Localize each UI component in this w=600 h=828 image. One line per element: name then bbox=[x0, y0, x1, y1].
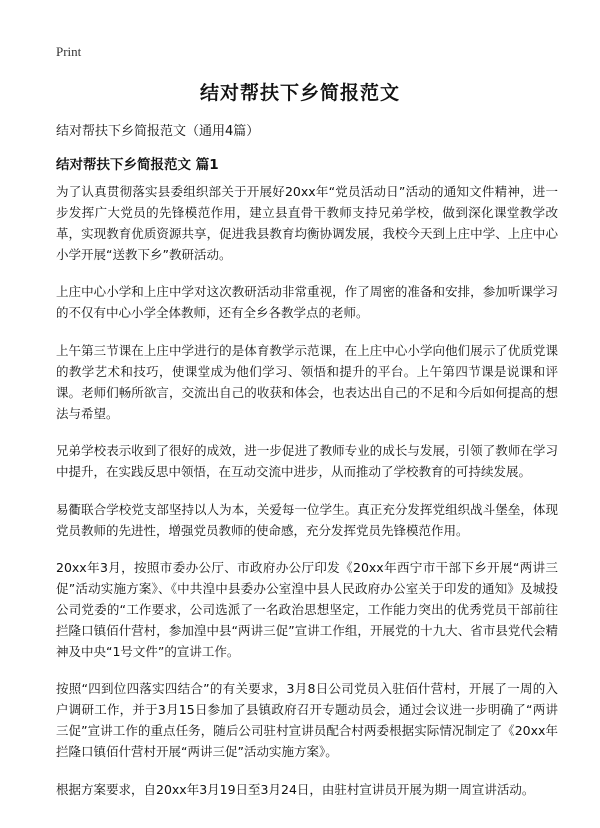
paragraph-4: 兄弟学校表示收到了很好的成效，进一步促进了教师专业的成长与发展，引领了教师在学习中提升，在实践反思中领悟，在互动交流中进步，从而推动了学校教育的可持续发展。 bbox=[56, 443, 558, 480]
paragraph-7: 按照“四到位四落实四结合”的有关要求，3月8日公司党员入驻佰什营村，开展了一周的入户调研工作，并于3月15日参加了县镇政府召开专题动员会，通过会议进一步明确了“两讲三促”宣讲工作的重点任务，随后公司驻村宣讲员配合村两委根据实际情况制定了《20xx年拦隆口镇佰什营村开展“两讲三促”活动实施方案》。 bbox=[56, 681, 558, 760]
document-subtitle: 结对帮扶下乡简报范文（通用4篇） bbox=[56, 124, 260, 139]
section-heading: 结对帮扶下乡简报范文 篇1 bbox=[56, 157, 219, 173]
paragraph-1: 为了认真贯彻落实县委组织部关于开展好20xx年“党员活动日”活动的通知文件精神，进一步发挥广大党员的先锋模范作用，建立县直骨干教师支持兄弟学校，做到深化课堂教学改革，实现教育优质资源共享，促进我县教育均衡协调发展，我校今天到上庄中学、上庄中心小学开展“送教下乡”教研活动。 bbox=[56, 184, 558, 262]
document-title: 结对帮扶下乡简报范文 bbox=[199, 82, 400, 104]
paragraph-3: 上午第三节课在上庄中学进行的是体育教学示范课，在上庄中心小学向他们展示了优质党课的教学艺术和技巧，使课堂成为他们学习、领悟和提升的平台。上午第四节课是说课和评课。老师们畅所欲言，交流出自己的收获和体会，也表达出自己的不足和今后如何提高的想法与希望。 bbox=[56, 342, 558, 421]
print-label: Print bbox=[56, 44, 82, 59]
body-text bbox=[56, 181, 558, 816]
paragraph-8: 根据方案要求，自20xx年3月19日至3月24日，由驻村宣讲员开展为期一周宣讲活动。 bbox=[56, 781, 535, 797]
paragraph-6: 20xx年3月，按照市委办公厅、市政府办公厅印发《20xx年西宁市干部下乡开展“两讲三促”活动实施方案》、《中共湟中县委办公室湟中县人民政府办公室关于印发的通知》及城投公司党委的“工作要求，公司选派了一名政治思想坚定，工作能力突出的优秀党员干部前往拦隆口镇佰什营村，参加湟中县“两讲三促”宣讲工作组，开展党的十九大、省市县党代会精神及中央“1号文件”的宣讲工作。 bbox=[56, 559, 558, 659]
paragraph-2: 上庄中心小学和上庄中学对这次教研活动非常重视，作了周密的准备和安排，参加听课学习的不仅有中心小学全体教师，还有全乡各教学点的老师。 bbox=[56, 284, 558, 321]
paragraph-5: 易衢联合学校党支部坚持以人为本，关爱每一位学生。真正充分发挥党组织战斗堡垒，体现党员教师的先进性，增强党员教师的使命感，充分发挥党员先锋模范作用。 bbox=[56, 501, 558, 538]
